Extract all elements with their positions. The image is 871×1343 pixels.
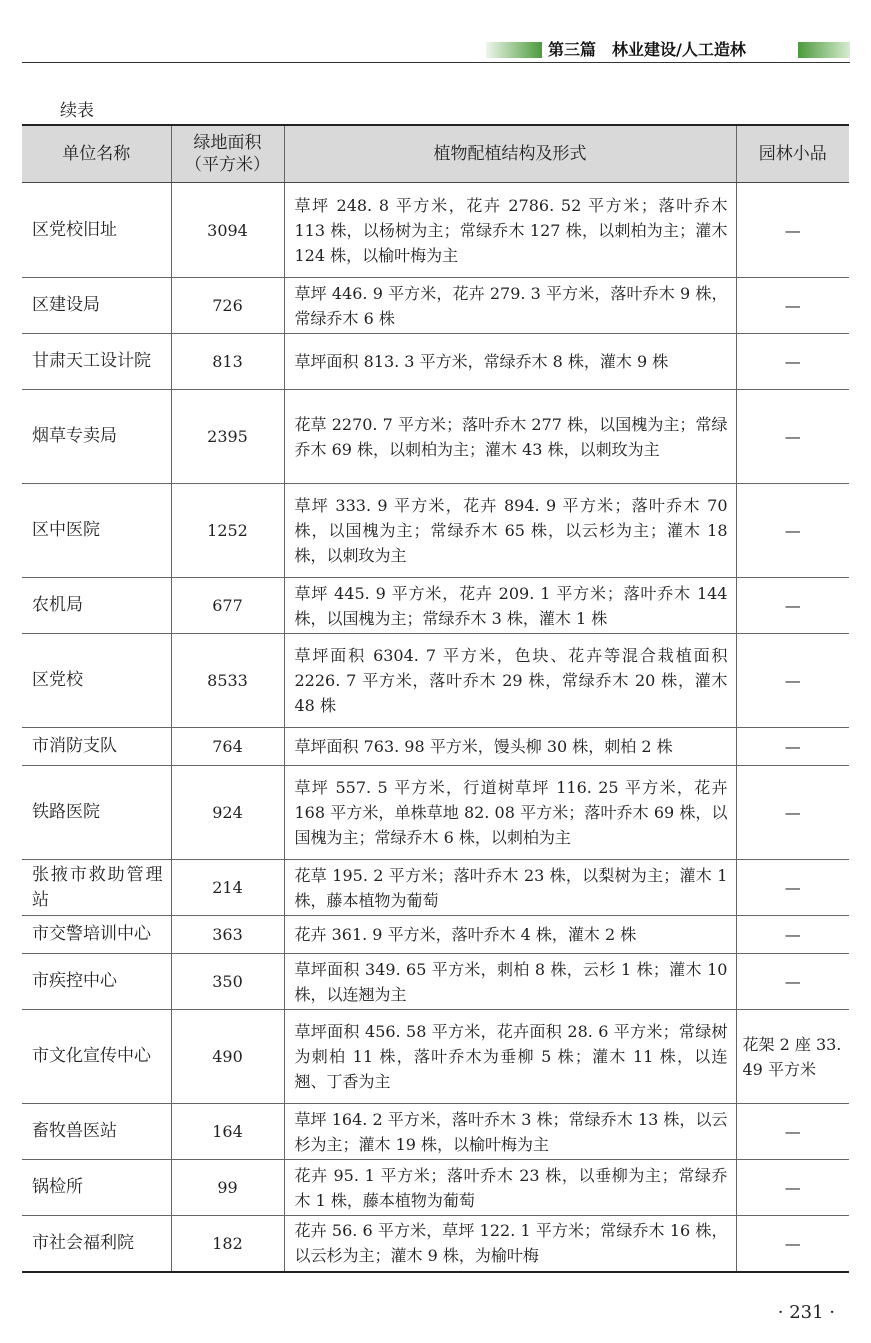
table-row: [22, 1104, 849, 1160]
table-row: [22, 1216, 849, 1272]
column-header-structure: 植物配植结构及形式: [284, 125, 736, 183]
continued-label: 续表: [60, 101, 94, 121]
header-section: 林业建设/人工造林: [612, 40, 746, 59]
cell-unit-name: 张掖市救助管理站: [22, 860, 171, 916]
cell-area: 2395: [171, 390, 284, 484]
cell-area: 764: [171, 728, 284, 766]
cell-area: 813: [171, 334, 284, 390]
page-header: [0, 0, 871, 64]
cell-garden-items: —: [736, 183, 849, 278]
header-title: [548, 40, 746, 60]
header-rule: [22, 62, 850, 63]
cell-structure: 草坪面积 349. 65 平方米，刺柏 8 株，云杉 1 株；灌木 10 株，以连翘为主: [284, 954, 736, 1010]
table-row: [22, 1010, 849, 1104]
table-row: [22, 578, 849, 634]
table-row: [22, 1160, 849, 1216]
cell-area: 490: [171, 1010, 284, 1104]
column-header-area-line2: （平方米）: [185, 155, 270, 175]
cell-structure: 草坪面积 813. 3 平方米，常绿乔木 8 株，灌木 9 株: [284, 334, 736, 390]
cell-structure: 草坪 557. 5 平方米，行道树草坪 116. 25 平方米，花卉 168 平方米，单株草地 82. 08 平方米；落叶乔木 69 株，以国槐为主；常绿乔木 6 株，以刺柏为主: [284, 766, 736, 860]
cell-structure: 草坪 248. 8 平方米，花卉 2786. 52 平方米；落叶乔木 113 株，以杨树为主；常绿乔木 127 株，以刺柏为主；灌木 124 株，以榆叶梅为主: [284, 183, 736, 278]
table-header-row: [22, 125, 849, 183]
cell-garden-items: —: [736, 954, 849, 1010]
cell-unit-name: 烟草专卖局: [22, 390, 171, 484]
cell-unit-name: 市消防支队: [22, 728, 171, 766]
cell-unit-name: 区党校旧址: [22, 183, 171, 278]
cell-garden-items: —: [736, 578, 849, 634]
cell-area: 677: [171, 578, 284, 634]
cell-unit-name: 甘肃天工设计院: [22, 334, 171, 390]
cell-structure: 花卉 361. 9 平方米，落叶乔木 4 株，灌木 2 株: [284, 916, 736, 954]
cell-garden-items: —: [736, 334, 849, 390]
cell-area: 350: [171, 954, 284, 1010]
cell-garden-items: 花架 2 座 33. 49 平方米: [736, 1010, 849, 1104]
cell-unit-name: 市文化宣传中心: [22, 1010, 171, 1104]
column-header-area: [171, 125, 284, 183]
cell-unit-name: 市社会福利院: [22, 1216, 171, 1272]
cell-unit-name: 区中医院: [22, 484, 171, 578]
cell-garden-items: —: [736, 766, 849, 860]
table-row: [22, 728, 849, 766]
header-part: 第三篇: [548, 40, 597, 59]
cell-area: 8533: [171, 634, 284, 728]
table-row: [22, 484, 849, 578]
cell-structure: 花草 2270. 7 平方米；落叶乔木 277 株，以国槐为主；常绿乔木 69 株，以刺柏为主；灌木 43 株，以刺玫为主: [284, 390, 736, 484]
cell-area: 99: [171, 1160, 284, 1216]
cell-structure: 草坪面积 456. 58 平方米，花卉面积 28. 6 平方米；常绿树为刺柏 11 株，落叶乔木为垂柳 5 株；灌木 11 株，以连翘、丁香为主: [284, 1010, 736, 1104]
cell-unit-name: 畜牧兽医站: [22, 1104, 171, 1160]
cell-garden-items: —: [736, 1104, 849, 1160]
cell-structure: 草坪 333. 9 平方米，花卉 894. 9 平方米；落叶乔木 70 株，以国槐为主；常绿乔木 65 株，以云杉为主；灌木 18 株，以刺玫为主: [284, 484, 736, 578]
table-row: [22, 278, 849, 334]
column-header-area-line1: 绿地面积: [193, 133, 262, 153]
cell-garden-items: —: [736, 1160, 849, 1216]
cell-unit-name: 铁路医院: [22, 766, 171, 860]
cell-garden-items: —: [736, 634, 849, 728]
table-row: [22, 390, 849, 484]
cell-garden-items: —: [736, 390, 849, 484]
cell-garden-items: —: [736, 1216, 849, 1272]
column-header-garden-items: 园林小品: [736, 125, 849, 183]
cell-structure: 花卉 95. 1 平方米；落叶乔木 23 株，以垂柳为主；常绿乔木 1 株，藤本植物为葡萄: [284, 1160, 736, 1216]
header-gradient-bar-right: [798, 42, 850, 58]
cell-garden-items: —: [736, 860, 849, 916]
cell-unit-name: 锅检所: [22, 1160, 171, 1216]
cell-unit-name: 市交警培训中心: [22, 916, 171, 954]
table-row: [22, 916, 849, 954]
cell-structure: 花草 195. 2 平方米；落叶乔木 23 株，以梨树为主；灌木 1 株，藤本植物为葡萄: [284, 860, 736, 916]
table-row: [22, 334, 849, 390]
table-row: [22, 634, 849, 728]
page-number: · 231 ·: [777, 1302, 835, 1323]
table-row: [22, 766, 849, 860]
cell-area: 182: [171, 1216, 284, 1272]
cell-unit-name: 市疾控中心: [22, 954, 171, 1010]
cell-area: 1252: [171, 484, 284, 578]
cell-garden-items: —: [736, 916, 849, 954]
cell-structure: 草坪面积 6304. 7 平方米，色块、花卉等混合栽植面积 2226. 7 平方米，落叶乔木 29 株，常绿乔木 20 株，灌木 48 株: [284, 634, 736, 728]
cell-garden-items: —: [736, 728, 849, 766]
table-row: [22, 183, 849, 278]
cell-structure: 草坪 445. 9 平方米，花卉 209. 1 平方米；落叶乔木 144 株，以国槐为主；常绿乔木 3 株，灌木 1 株: [284, 578, 736, 634]
cell-unit-name: 区建设局: [22, 278, 171, 334]
cell-area: 363: [171, 916, 284, 954]
cell-area: 3094: [171, 183, 284, 278]
cell-structure: 草坪 164. 2 平方米，落叶乔木 3 株；常绿乔木 13 株，以云杉为主；灌木 19 株，以榆叶梅为主: [284, 1104, 736, 1160]
table-row: [22, 860, 849, 916]
cell-garden-items: —: [736, 278, 849, 334]
cell-area: 726: [171, 278, 284, 334]
cell-area: 924: [171, 766, 284, 860]
cell-area: 164: [171, 1104, 284, 1160]
cell-structure: 草坪 446. 9 平方米，花卉 279. 3 平方米，落叶乔木 9 株，常绿乔木 6 株: [284, 278, 736, 334]
cell-area: 214: [171, 860, 284, 916]
header-gradient-bar-left: [486, 42, 542, 58]
table-row: [22, 954, 849, 1010]
green-space-table: [22, 124, 849, 1273]
cell-structure: 花卉 56. 6 平方米，草坪 122. 1 平方米；常绿乔木 16 株，以云杉为主；灌木 9 株，为榆叶梅: [284, 1216, 736, 1272]
column-header-unit: 单位名称: [22, 125, 171, 183]
cell-garden-items: —: [736, 484, 849, 578]
cell-structure: 草坪面积 763. 98 平方米，馒头柳 30 株，刺柏 2 株: [284, 728, 736, 766]
cell-unit-name: 区党校: [22, 634, 171, 728]
cell-unit-name: 农机局: [22, 578, 171, 634]
